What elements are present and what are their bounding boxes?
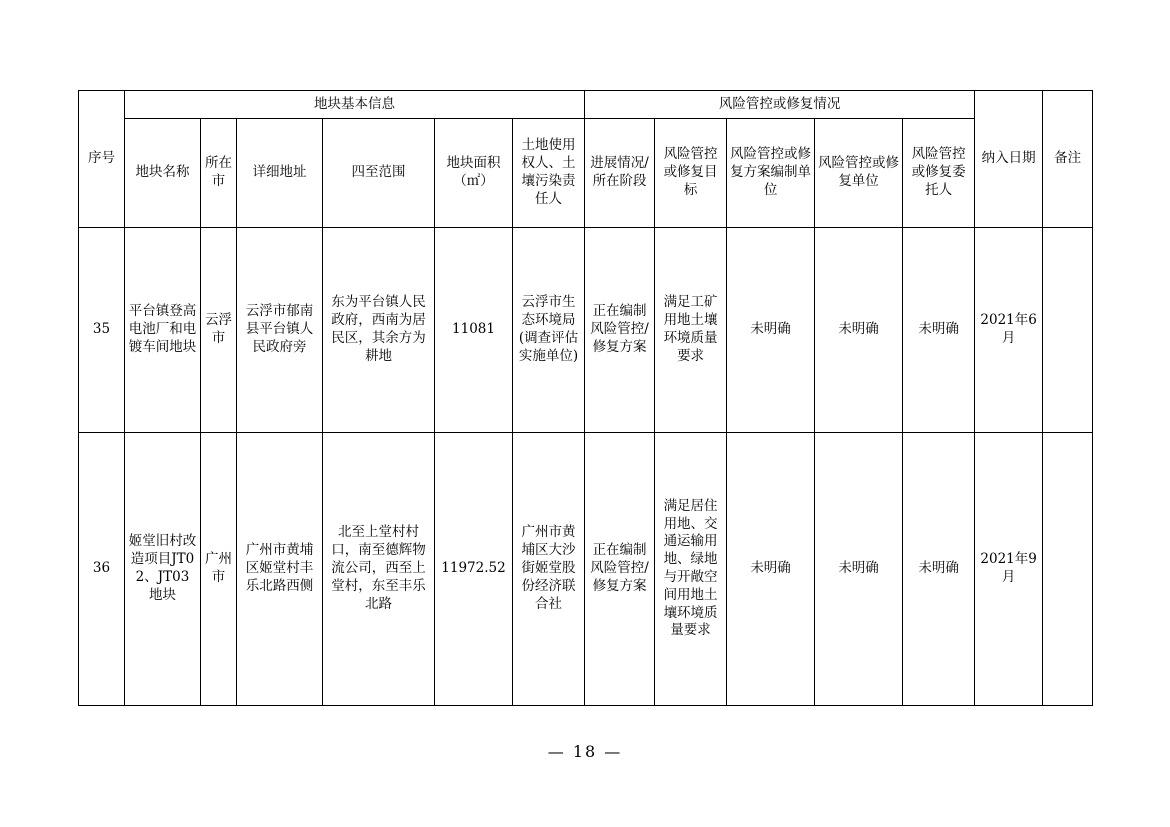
cell-address: 云浮市郁南县平台镇人民政府旁: [237, 228, 323, 433]
column-header-work-unit: 风险管控或修复单位: [815, 119, 903, 228]
column-header-address: 详细地址: [237, 119, 323, 228]
cell-name: 姬堂旧村改造项目JT02、JT03 地块: [125, 433, 201, 706]
column-header-area: 地块面积（㎡）: [435, 119, 513, 228]
cell-client: 未明确: [903, 433, 975, 706]
cell-client: 未明确: [903, 228, 975, 433]
cell-stage: 正在编制风险管控/修复方案: [585, 228, 655, 433]
cell-scope: 东为平台镇人民政府，西南为居民区，其余方为耕地: [323, 228, 435, 433]
land-parcel-table-container: [78, 90, 1092, 706]
table-row: [79, 228, 1093, 433]
cell-date: 2021年6月: [975, 228, 1043, 433]
cell-city: 云浮市: [201, 228, 237, 433]
cell-address: 广州市黄埔区姬堂村丰乐北路西侧: [237, 433, 323, 706]
column-header-date: 纳入日期: [975, 91, 1043, 228]
cell-responsible-party: 广州市黄埔区大沙街姬堂股份经济联合社: [513, 433, 585, 706]
cell-stage: 正在编制风险管控/修复方案: [585, 433, 655, 706]
column-header-stage: 进展情况/所在阶段: [585, 119, 655, 228]
cell-date: 2021年9月: [975, 433, 1043, 706]
table-column-header-row: [79, 119, 1093, 228]
cell-goal: 满足居住用地、交通运输用地、绿地与开敞空间用地土壤环境质量要求: [655, 433, 727, 706]
column-header-goal: 风险管控或修复目标: [655, 119, 727, 228]
cell-plan-unit: 未明确: [727, 228, 815, 433]
land-parcel-table: [78, 90, 1093, 706]
cell-note: [1043, 228, 1093, 433]
cell-seq: 36: [79, 433, 125, 706]
page-number: — 18 —: [547, 742, 623, 761]
cell-work-unit: 未明确: [815, 228, 903, 433]
table-body: [79, 228, 1093, 706]
column-header-client: 风险管控或修复委托人: [903, 119, 975, 228]
table-header: [79, 91, 1093, 228]
cell-area: 11081: [435, 228, 513, 433]
cell-scope: 北至上堂村村口，南至德辉物流公司，西至上堂村，东至丰乐北路: [323, 433, 435, 706]
group-header-risk-control: 风险管控或修复情况: [585, 91, 975, 119]
column-header-scope: 四至范围: [323, 119, 435, 228]
table-row: [79, 433, 1093, 706]
cell-plan-unit: 未明确: [727, 433, 815, 706]
cell-city: 广州市: [201, 433, 237, 706]
cell-name: 平台镇登高电池厂和电镀车间地块: [125, 228, 201, 433]
table-group-header-row: [79, 91, 1093, 119]
column-header-name: 地块名称: [125, 119, 201, 228]
column-header-seq: 序号: [79, 91, 125, 228]
column-header-note: 备注: [1043, 91, 1093, 228]
column-header-plan-unit: 风险管控或修复方案编制单位: [727, 119, 815, 228]
column-header-responsible-party: 土地使用权人、土壤污染责任人: [513, 119, 585, 228]
cell-note: [1043, 433, 1093, 706]
cell-seq: 35: [79, 228, 125, 433]
group-header-basic-info: 地块基本信息: [125, 91, 585, 119]
cell-goal: 满足工矿用地土壤环境质量要求: [655, 228, 727, 433]
cell-work-unit: 未明确: [815, 433, 903, 706]
column-header-city: 所在市: [201, 119, 237, 228]
cell-area: 11972.52: [435, 433, 513, 706]
cell-responsible-party: 云浮市生态环境局(调查评估实施单位): [513, 228, 585, 433]
